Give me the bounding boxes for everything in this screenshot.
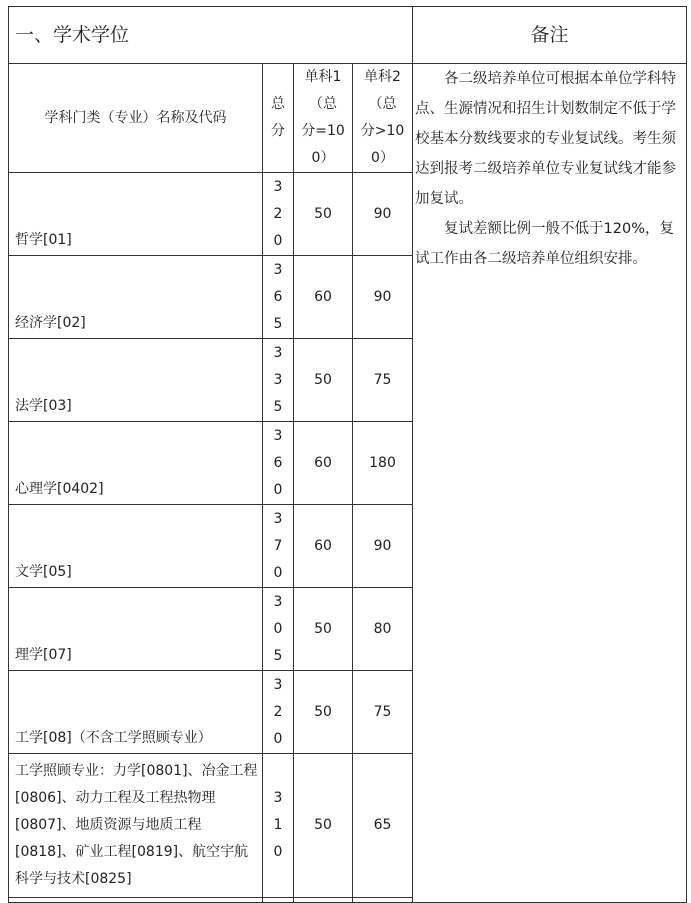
remarks-paragraph-2: 复试差额比例一般不低于120%，复试工作由各二级培养单位组织安排。 bbox=[415, 221, 674, 267]
header-total-char: 总 bbox=[271, 96, 285, 112]
total-digit: 3 bbox=[273, 371, 283, 388]
stub-cell bbox=[263, 898, 294, 903]
score-table bbox=[8, 6, 687, 903]
total-score bbox=[263, 256, 294, 339]
total-score bbox=[263, 671, 294, 754]
header-single2 bbox=[353, 64, 413, 173]
stub-cell bbox=[353, 898, 413, 903]
discipline-name: 文学[05] bbox=[9, 505, 263, 588]
total-digit: 3 bbox=[273, 676, 283, 693]
total-digit: 3 bbox=[273, 593, 283, 610]
discipline-name: 工学照顾专业：力学[0801]、冶金工程[0806]、动力工程及工程热物理[0807]、地质资源与地质工程 [0818]、矿业工程[0819]、航空宇航科学与技术[0825] bbox=[9, 754, 263, 898]
total-digit: 3 bbox=[273, 790, 283, 806]
total-digit: 0 bbox=[273, 481, 283, 498]
header-single1-line: （总 bbox=[309, 96, 337, 112]
discipline-name: 工学[08]（不含工学照顾专业） bbox=[9, 671, 263, 754]
discipline-name: 经济学[02] bbox=[9, 256, 263, 339]
total-digit: 3 bbox=[273, 510, 283, 527]
total-digit: 5 bbox=[273, 398, 283, 415]
total-digit: 0 bbox=[273, 730, 283, 747]
total-score bbox=[263, 588, 294, 671]
single1-score: 50 bbox=[294, 754, 353, 898]
total-digit: 6 bbox=[273, 454, 283, 471]
header-single2-line: 单科2 bbox=[364, 69, 401, 85]
total-digit: 0 bbox=[273, 844, 283, 860]
total-digit: 0 bbox=[273, 232, 283, 249]
total-digit: 2 bbox=[273, 205, 283, 222]
single2-score: 180 bbox=[353, 422, 413, 505]
discipline-name: 哲学[01] bbox=[9, 173, 263, 256]
header-single2-line: 分>10 bbox=[360, 123, 405, 139]
single1-score: 50 bbox=[294, 173, 353, 256]
total-digit: 2 bbox=[273, 703, 283, 720]
total-digit: 7 bbox=[273, 537, 283, 554]
header-total-char: 分 bbox=[271, 123, 285, 139]
discipline-name: 理学[07] bbox=[9, 588, 263, 671]
single2-score: 75 bbox=[353, 339, 413, 422]
remarks-paragraph-1: 各二级培养单位可根据本单位学科特点、生源情况和招生计划数制定不低于学校基本分数线要求的专业复试线。考生须达到报考二级培养单位专业复试线才能参加复试。 bbox=[415, 71, 677, 207]
total-digit: 3 bbox=[273, 344, 283, 361]
single2-score: 75 bbox=[353, 671, 413, 754]
header-single1-line: 0） bbox=[311, 150, 335, 166]
total-score bbox=[263, 505, 294, 588]
header-single1-line: 分=10 bbox=[301, 123, 345, 139]
total-digit: 0 bbox=[273, 564, 283, 581]
single2-score: 90 bbox=[353, 505, 413, 588]
header-single1 bbox=[294, 64, 353, 173]
stub-cell bbox=[9, 898, 263, 903]
header-single2-line: （总 bbox=[368, 96, 397, 112]
header-single1-line: 单科1 bbox=[304, 69, 342, 85]
total-score bbox=[263, 173, 294, 256]
total-score bbox=[263, 422, 294, 505]
remarks-cell bbox=[413, 64, 687, 903]
header-total bbox=[263, 64, 294, 173]
total-digit: 3 bbox=[273, 178, 283, 195]
total-digit: 0 bbox=[273, 620, 283, 637]
total-digit: 5 bbox=[273, 315, 283, 332]
remarks-title: 备注 bbox=[413, 7, 687, 64]
total-digit: 3 bbox=[273, 427, 283, 444]
single1-score: 50 bbox=[294, 588, 353, 671]
single2-score: 80 bbox=[353, 588, 413, 671]
single2-score: 90 bbox=[353, 256, 413, 339]
discipline-name: 心理学[0402] bbox=[9, 422, 263, 505]
single2-score: 90 bbox=[353, 173, 413, 256]
single1-score: 60 bbox=[294, 422, 353, 505]
single1-score: 60 bbox=[294, 505, 353, 588]
header-single2-line: 0） bbox=[371, 150, 394, 166]
total-digit: 6 bbox=[273, 288, 283, 305]
single2-score: 65 bbox=[353, 754, 413, 898]
discipline-name: 法学[03] bbox=[9, 339, 263, 422]
total-digit: 3 bbox=[273, 261, 283, 278]
single1-score: 60 bbox=[294, 256, 353, 339]
total-digit: 5 bbox=[273, 647, 283, 664]
single1-score: 50 bbox=[294, 671, 353, 754]
total-score bbox=[263, 339, 294, 422]
header-name: 学科门类（专业）名称及代码 bbox=[9, 64, 263, 173]
stub-cell bbox=[294, 898, 353, 903]
section-title: 一、学术学位 bbox=[9, 7, 413, 64]
total-digit: 1 bbox=[273, 817, 283, 833]
single1-score: 50 bbox=[294, 339, 353, 422]
total-score bbox=[263, 754, 294, 898]
